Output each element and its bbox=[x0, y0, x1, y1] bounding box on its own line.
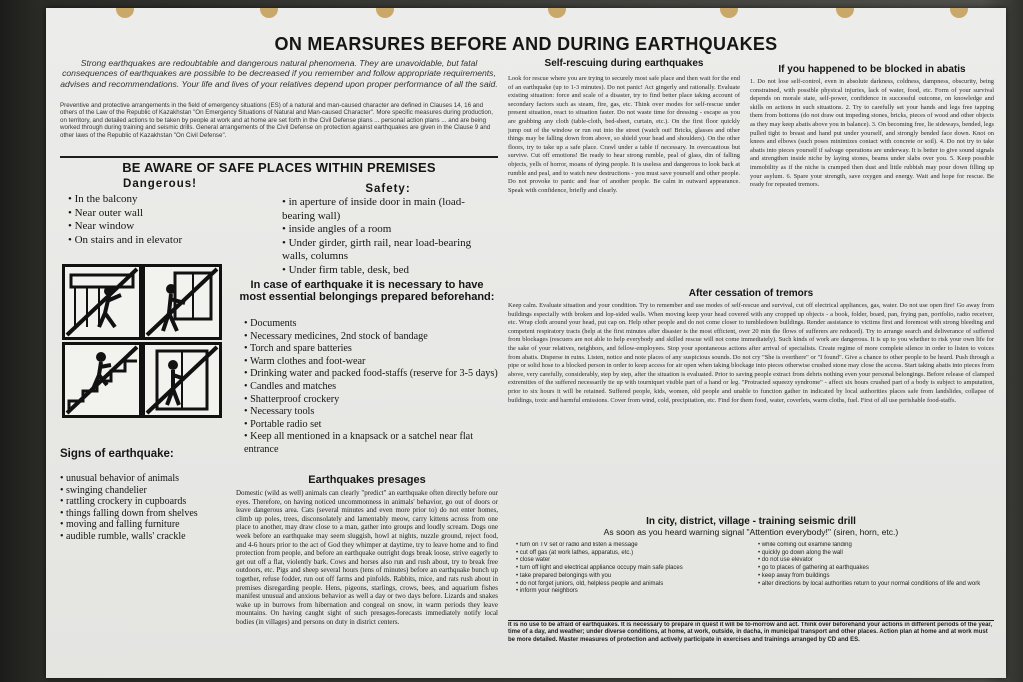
balcony-danger-pictogram bbox=[62, 264, 142, 340]
list-item: • take prepared belongings with you bbox=[516, 573, 746, 581]
belongings-list bbox=[244, 318, 498, 457]
intro-italic: Strong earthquakes are redoubtable and dangerous natural phenomena. They are unavoidable, but fatal consequences of earthquakes are possible to be decreased if you remember and follow appropriate requirements, advises and recommendations. Your life and lives of your relatives depend upon proper performance of all the said. bbox=[60, 58, 498, 89]
list-item: • moving and falling furniture bbox=[60, 519, 230, 531]
list-item: • inform your neighbors bbox=[516, 588, 746, 596]
intro-legal-block bbox=[60, 102, 498, 154]
list-item: • cut off gas (at work lathes, apparatus, etc.) bbox=[516, 550, 746, 558]
dangerous-block bbox=[60, 178, 260, 268]
list-item: • Keep all mentioned in a knapsack or a satchel near flat entrance bbox=[244, 431, 498, 456]
self-rescue-text: Look for rescue where you are trying to securely most safe place and then wait for the end of an earthquake (up to 1-3 minutes). Do not panic! Act gingerly and rationally. Evaluate existing situation: force and scale of a disaster, try to find better place taking account of secondary factors such as steam, fire, gas, etc. Think over modes for self-rescue under present situation, react to situation faster. Do not waste time for dressing - escape as you are grabbing any cloth (table-cloth, bed-sheet, curtain, etc.). On the first floor quickly jump out of the window or run out into the street (watch out! Bricks, glasses and other things may be falling down from above, so shield your head and shoulders). On the other floors, try to take up a safe place. Crawl under a table if necessary. In overcautious but survive. Cut off emotions! Be ready to hear strong rumble, peal of glass, din of falling objects, yells of horror, moans of dying people. It is useless and dangerous to look back at rumble and peal, and to watch new destructions - you must save yourself and other people. Do not provoke to panic and fear of another people. Be calm in outward appearance. Speak with confidence, briefly and clearly. bbox=[508, 75, 740, 194]
list-item: • inside angles of a room bbox=[282, 223, 494, 237]
list-item: • close water bbox=[516, 557, 746, 565]
signs-heading: Signs of earthquake: bbox=[60, 448, 174, 460]
drill-heading: In city, district, village - training seismic drill bbox=[646, 516, 856, 527]
list-item: • swinging chandelier bbox=[60, 485, 230, 497]
list-item: • turn on TV set or radio and listen a message bbox=[516, 542, 746, 550]
punch-hole bbox=[376, 8, 394, 18]
list-item: • Near window bbox=[68, 220, 260, 234]
list-item: • Under firm table, desk, bed bbox=[282, 264, 494, 278]
abatis-text: 1. Do not lose self-control, even in absolute darkness, coldness, dampness, obscurity, being constrained, with possible physical injuries, lack of water, food, etc. Form of your survival depends on morale state, self-power, confidence in successful outcome, on knowledge and skills on actions in such situations. 2. Try to carefully set your hands and legs free tapping them from bottoms (do not draw out impeding stones, bricks, pieces of wood and other objects as they may keep abatis above you in balance). 3. On becoming free, lie sideways, bended, legs pulled tight to breast and hand put under yourself, and strongly bended face down. Knot on knees and elbows (such poses minimizes contact with concrete or soil). 4. Do not try to take abatis into pieces yourself if salvage operations are underway. It is better to give sound signals and strengthen inside niche by laying stones, beams under slabs over you. 5. Keep possible immobility as if the niche is cramped then dust and little rubbish may pour down filling up your asylum. 6. Spare your strength, save oxygen and energy. Wait and hope for rescue. Be ready for repeated tremors. bbox=[750, 78, 994, 189]
dangerous-heading: Dangerous! bbox=[123, 178, 197, 190]
poster-sheet bbox=[46, 8, 1006, 678]
after-tremors-heading: After cessation of tremors bbox=[688, 288, 814, 299]
safety-list bbox=[282, 196, 494, 278]
list-item: • audible rumble, walls' crackle bbox=[60, 531, 230, 543]
punch-hole bbox=[548, 8, 566, 18]
abatis-block bbox=[750, 64, 994, 288]
list-item: • alter directions by local authorities return to your normal conditions of life and work bbox=[758, 581, 990, 589]
list-item: • unusual behavior of animals bbox=[60, 473, 230, 485]
list-item: • Near outer wall bbox=[68, 207, 260, 221]
after-tremors-text: Keep calm. Evaluate situation and your condition. Try to remember and use modes of self-rescue and survival, cut off electrical appliances, gas, water. Do not use open fire! Go away from buildings especially with broken and lop-sided walls. When moving keep your head covered with any cropped up objects - a book, folder, board, pan, frying pan, portfolio, radio receiver, etc. Wrap cloth around your head, put cap on. Help other people and do not come closer to tumbledown buildings. Render assistance to victims first and foremost with strong bleeding and competent respiratory tracts (help at the first minutes after disaster is the most efficient, over 20 min the flows of sufferers are reduced). Try to arrange search and deliverance of suffered from blockages (rescuers are not able to help everybody and skilled rescue will not come immediately). Such kinds of work are dangerous. It is up to you whether to risk your own life for the sake of your relatives, neighbors, and fellow-employees. Stop your spontaneous actions after arrival of specialists. Create regime of more complete silence in order to listen to voices from abatis. Disperse in ruins. Listen, notice and note places of any suspicious sounds. Do not cry "She is overthere" or "I found". Give a chance to other people to be heard. Push through a pipe or solid hose to a blocked person in order to keep access for air open when taking blockage into pieces otherwise crushed stone may close the access. Start taking abatis into pieces from above, very carefully, considerably, step by step, after the situation is evaluated. Prior to saving people extract from debris nothing even your personal belongings. Before release of clamped extremities of the suffered necessarily tie up with tourniquet visible part of a hand or leg. "Protracted squeezy syndrome" - affect six hours crushed part of a body is subject to amputation, prior to six hours it will be retained. Suffered people, kids, women, old people and unable to function gather in indicated by local authorities places safe from landslides, collapse of buildings, toxic and harmful emissions. Cover from wind, cold, precipitation, etc. Find for them food, water, coverlets, warm cloths, fuel. First of all use perishable food-staffs. bbox=[508, 302, 994, 404]
abatis-heading: If you happened to be blocked in abatis bbox=[778, 64, 966, 75]
self-rescue-block bbox=[508, 58, 740, 278]
list-item: • Necessary medicines, 2nd stock of bandage bbox=[244, 331, 498, 344]
presages-block bbox=[236, 474, 498, 670]
presages-heading: Earthquakes presages bbox=[308, 474, 426, 486]
punch-hole bbox=[836, 8, 854, 18]
signs-list bbox=[60, 473, 230, 543]
list-item: • Necessary tools bbox=[244, 406, 498, 419]
drill-left-block bbox=[516, 542, 746, 618]
list-item: • things falling down from shelves bbox=[60, 508, 230, 520]
list-item: • while coming out examine landing bbox=[758, 542, 990, 550]
list-item: • keep away from buildings bbox=[758, 573, 990, 581]
drill-left-list bbox=[516, 542, 746, 596]
drill-right-list bbox=[758, 542, 990, 588]
belongings-block bbox=[244, 318, 498, 474]
divider bbox=[508, 620, 994, 621]
list-item: • go to places of gathering at earthquakes bbox=[758, 565, 990, 573]
safety-heading: Safety: bbox=[365, 183, 411, 195]
drill-heading-box bbox=[508, 516, 994, 542]
punch-holes bbox=[46, 8, 1006, 20]
list-item: • Under girder, girth rail, near load-bearing walls, columns bbox=[282, 237, 494, 264]
punch-hole bbox=[720, 8, 738, 18]
elevator-danger-pictogram bbox=[142, 342, 222, 418]
list-item: • quickly go down along the wall bbox=[758, 550, 990, 558]
list-item: • turn off light and electrical appliance occupy main safe places bbox=[516, 565, 746, 573]
safety-block bbox=[282, 183, 494, 283]
footer-block bbox=[508, 622, 994, 668]
list-item: • On stairs and in elevator bbox=[68, 234, 260, 248]
list-item: • Torch and spare batteries bbox=[244, 343, 498, 356]
window-danger-pictogram bbox=[142, 264, 222, 340]
list-item: • Documents bbox=[244, 318, 498, 331]
list-item: • Portable radio set bbox=[244, 419, 498, 432]
list-item: • Drinking water and packed food-staffs (reserve for 3-5 days) bbox=[244, 368, 498, 381]
after-tremors-block bbox=[508, 288, 994, 512]
presages-text: Domestic (wild as well) animals can clearly "predict" an earthquake often directly before our eyes. Therefore, on having noticed uncommonness in animals' behavior, go out of doors or leave dangerous area. Cats (several minutes and even more prior to) do not enter homes, climb up poles, trees, disconsolately and lamentably meow, carry kittens across from one place to another, may draw close to a man, gather into groups and loudly scream. Dogs one week before an earthquake may seem sluggish, howl at nights, nuzzle ground, reject food, and 4-6 hours prior to the act of God they whimper at daytime, try to leave home and to find protection from people, and before an earthquake outright dogs break loose, strive eagerly to get out off a flat, violently bark. Cows and horses also run and rush about, try to break free outdoors, etc. Pigs and sheep several hours (tens of minutes) before an earthquake bunch up together, refuse fodder, run out off farms and pinfolds. Rabbits, mice, and rats rush about in premises disregarding people. Hens, pigeons, starlings, crows, bees, and aquarium fishes manifest unusual and anxious behavior as well a day or two days before. Lizards and snakes wake up in burrows from hibernation and congeal on snow, in warm periods they leave mountains. On having caught sight of such presages-forecasts immediately notify local bodies (in villages) and persons on duty in district centers. bbox=[236, 489, 498, 626]
belongings-heading: In case of earthquake it is necessary to have most essential belongings prepared beforehand: bbox=[239, 280, 495, 303]
list-item: • do not forget juniors, old, helpless people and animals bbox=[516, 581, 746, 589]
punch-hole bbox=[116, 8, 134, 18]
list-item: • do not use elevator bbox=[758, 557, 990, 565]
signs-block bbox=[60, 448, 230, 638]
punch-hole bbox=[950, 8, 968, 18]
list-item: • in aperture of inside door in main (load-bearing wall) bbox=[282, 196, 494, 223]
safe-places-heading: BE AWARE OF SAFE PLACES WITHIN PREMISES bbox=[122, 160, 436, 175]
punch-hole bbox=[260, 8, 278, 18]
intro-block bbox=[60, 58, 498, 102]
drill-subheading: As soon as you heard warning signal "Attention everybody!" (siren, horn, etc.) bbox=[603, 527, 899, 537]
list-item: • Candles and matches bbox=[244, 381, 498, 394]
list-item: • Warm clothes and foot-wear bbox=[244, 356, 498, 369]
list-item: • rattling crockery in cupboards bbox=[60, 496, 230, 508]
footer-text: It is no use to be afraid of earthquakes. It is necessary to prepare in quest it will be to-morrow and act. Think over beforehand your actions in different periods of the year, time of a day, and weather; under diverse conditions, at home, at work, outside, in dacha, in municipal transport and other places. Action plan at home and at work must be more detailed. Master measures of protection and actively participate in exercises and trainings arranged by CD and ES. bbox=[508, 622, 993, 643]
page-title: ON MEARSURES BEFORE AND DURING EARTHQUAKES bbox=[274, 34, 778, 54]
belongings-heading-box bbox=[236, 280, 498, 318]
drill-right-block bbox=[758, 542, 990, 618]
safe-places-heading-box bbox=[60, 160, 498, 178]
list-item: • In the balcony bbox=[68, 193, 260, 207]
self-rescue-heading: Self-rescuing during earthquakes bbox=[544, 58, 704, 69]
divider bbox=[60, 156, 498, 158]
dangerous-list bbox=[60, 193, 260, 247]
stairs-danger-pictogram bbox=[62, 342, 142, 418]
list-item: • Shatterproof crockery bbox=[244, 394, 498, 407]
intro-legal-text: Preventive and protective arrangements in the field of emergency situations (ES) of a natural and man-caused character are defined in Clauses 14, 16 and others of the Law of the Republic of Kazakhstan "On Emergency Situations of Natural and Man-caused Character". More specific measures during production, on territory, and detailed actions to be taken by people at work and at home are set forth in the Civil Defense plans ... personal action plans ... and are being worked through during training and seismic drills. General arrangements of the Civil Defense on protection against earthquakes are given in the Clause 9 and other laws of the Republic of Kazakhstan "On Civil Defense". bbox=[60, 102, 493, 139]
